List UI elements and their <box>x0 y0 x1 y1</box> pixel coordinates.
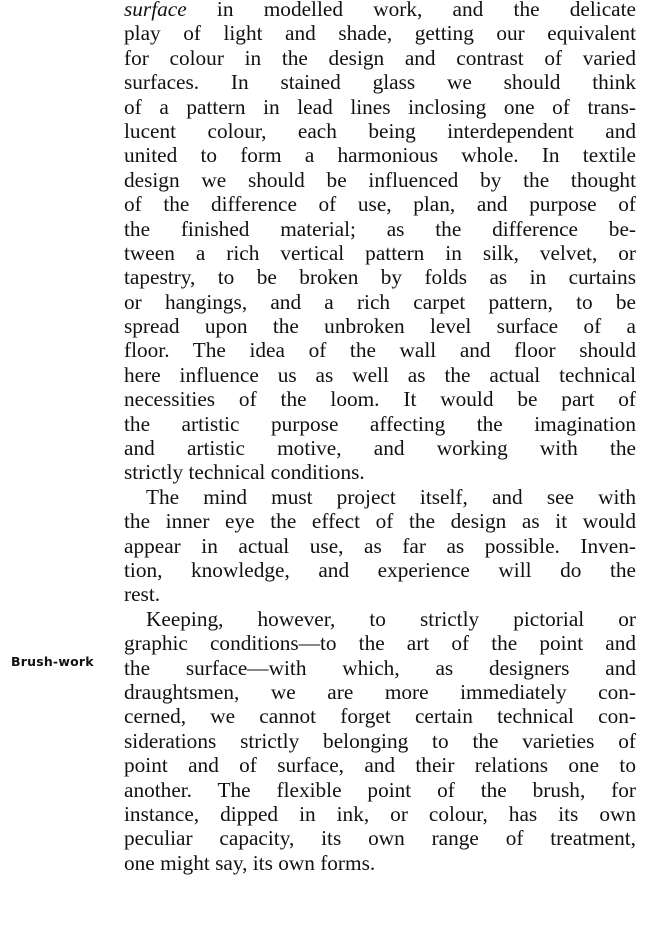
line-text: and artistic motive, and working with the <box>124 436 636 461</box>
line-text: another. The flexible point of the brush, for <box>124 777 636 802</box>
text-line <box>124 509 636 533</box>
line-text: surfaces. In stained glass we should think <box>124 70 636 95</box>
paragraph <box>124 0 636 485</box>
text-line <box>124 729 636 753</box>
text-line <box>124 192 636 216</box>
line-text: in modelled work, and the delicate <box>186 0 636 21</box>
line-text: play of light and shade, getting our equivalent <box>124 21 636 46</box>
italic-word: surface <box>124 0 187 21</box>
line-text: lucent colour, each being interdependent and <box>124 118 636 143</box>
text-line <box>124 217 636 241</box>
line-text: floor. The idea of the wall and floor should <box>124 338 636 363</box>
text-line <box>124 412 636 436</box>
line-text: united to form a harmonious whole. In textile <box>124 143 636 168</box>
line-text: the finished material; as the difference be- <box>124 216 636 241</box>
line-text: necessities of the loom. It would be part of <box>124 387 636 412</box>
text-line <box>124 387 636 411</box>
text-line <box>124 119 636 143</box>
paragraph <box>124 607 636 875</box>
text-line <box>124 95 636 119</box>
text-line <box>124 607 636 631</box>
text-line <box>124 314 636 338</box>
text-line <box>124 70 636 94</box>
line-text: rest. <box>124 582 161 607</box>
line-text: strictly technical conditions. <box>124 460 365 485</box>
line-text: of the difference of use, plan, and purpose of <box>124 192 636 217</box>
line-text: here influence us as well as the actual technical <box>124 362 636 387</box>
text-line <box>124 46 636 70</box>
text-line <box>124 753 636 777</box>
text-line <box>124 802 636 826</box>
text-line <box>124 143 636 167</box>
text-line <box>124 168 636 192</box>
text-line <box>124 631 636 655</box>
text-line <box>124 680 636 704</box>
line-text: one might say, its own forms. <box>124 850 376 875</box>
text-line <box>124 0 636 21</box>
text-line <box>124 851 636 875</box>
text-line <box>124 265 636 289</box>
line-text: tapestry, to be broken by folds as in curtains <box>124 265 636 290</box>
line-text: Keeping, however, to strictly pictorial or <box>146 606 636 631</box>
line-text: the artistic purpose affecting the imagination <box>124 411 636 436</box>
text-line <box>124 290 636 314</box>
paragraph <box>124 485 636 607</box>
text-line <box>124 460 636 484</box>
line-text: the surface—with which, as designers and <box>124 655 636 680</box>
text-line <box>124 558 636 582</box>
text-line <box>124 338 636 362</box>
text-line <box>124 21 636 45</box>
line-text: siderations strictly belonging to the varieties of <box>124 728 636 753</box>
text-line <box>124 582 636 606</box>
text-line <box>124 656 636 680</box>
text-line <box>124 534 636 558</box>
line-text: peculiar capacity, its own range of treatment, <box>124 826 636 851</box>
line-text: The mind must project itself, and see with <box>146 484 636 509</box>
line-text: point and of surface, and their relations one to <box>124 753 636 778</box>
line-text: or hangings, and a rich carpet pattern, to be <box>124 289 636 314</box>
line-text: graphic conditions—to the art of the point and <box>124 631 636 656</box>
line-text: tion, knowledge, and experience will do the <box>124 557 636 582</box>
line-text: of a pattern in lead lines inclosing one of trans- <box>124 94 636 119</box>
text-line <box>124 436 636 460</box>
line-text: for colour in the design and contrast of varied <box>124 45 636 70</box>
line-text: instance, dipped in ink, or colour, has its own <box>124 801 636 826</box>
text-line <box>124 485 636 509</box>
line-text: cerned, we cannot forget certain technical con- <box>124 704 636 729</box>
text-line <box>124 363 636 387</box>
text-line <box>124 778 636 802</box>
line-text: draughtsmen, we are more immediately con- <box>124 679 636 704</box>
text-line <box>124 704 636 728</box>
body-text-column <box>124 0 636 875</box>
margin-note-brush-work: Brush-work <box>11 654 94 669</box>
line-text: appear in actual use, as far as possible. Inven- <box>124 533 636 558</box>
line-text: tween a rich vertical pattern in silk, velvet, or <box>124 240 636 265</box>
line-text: the inner eye the effect of the design as it would <box>124 509 636 534</box>
text-line <box>124 826 636 850</box>
text-line <box>124 241 636 265</box>
line-text: design we should be influenced by the thought <box>124 167 636 192</box>
line-text: spread upon the unbroken level surface of a <box>124 314 636 339</box>
